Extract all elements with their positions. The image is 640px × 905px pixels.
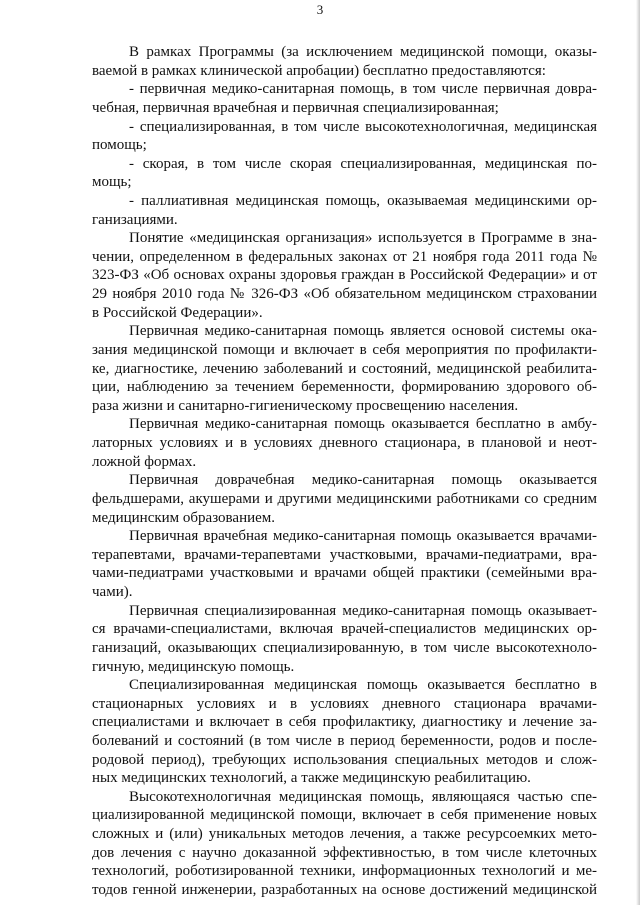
text-line: мощь; xyxy=(92,174,132,191)
text-line: латорных условиях и в условиях дневного стационара, в плановой и неот- xyxy=(92,435,597,451)
text-line: - скорая, в том числе скорая специализированная, медицинская по- xyxy=(129,155,597,172)
text-line: помощь; xyxy=(92,137,147,154)
text-line: Понятие «медицинская организация» используется в Программе в зна- xyxy=(129,230,597,247)
text-line: Первичная медико-санитарная помощь является основой системы ока- xyxy=(129,323,597,340)
text-line: ных медицинских технологий, а также медицинскую реабилитацию. xyxy=(92,770,531,787)
text-line: ся врачами-специалистами, включая врачей-специалистов медицинских ор- xyxy=(92,621,597,638)
text-line: В рамках Программы (за исключением медицинской помощи, оказы- xyxy=(129,44,597,60)
text-line: чами-педиатрами участковыми и врачами общей практики (семейными вра- xyxy=(92,565,597,582)
text-line: ганизаций, оказывающих специализированную, в том числе высокотехноло- xyxy=(92,639,597,656)
page-number: 3 xyxy=(316,2,324,17)
text-line: стационарных условиях и в условиях дневного стационара врачами- xyxy=(92,695,597,712)
text-line: ке, диагностике, лечению заболеваний и состояний, медицинской реабилита- xyxy=(92,360,597,377)
text-line: медицинским образованием. xyxy=(92,509,276,526)
text-line: - паллиативная медицинская помощь, оказываемая медицинскими ор- xyxy=(129,193,597,209)
text-line: 323-ФЗ «Об основах охраны здоровья граждан в Российской Федерации» и от xyxy=(92,267,597,284)
text-line: ганизациями. xyxy=(92,211,178,228)
text-line: родовой период), требующих использования специальных методов и слож- xyxy=(92,751,597,768)
text-line: ваемой в рамках клинической апробации) бесплатно предоставляются: xyxy=(92,62,546,79)
text-line: болеваний и состояний (в том числе в период беременности, родов и после- xyxy=(92,732,597,749)
scan-edge-shadow xyxy=(636,0,640,905)
text-line: чами). xyxy=(92,584,133,600)
text-line: раза жизни и санитарно-гигиеническому просвещению населения. xyxy=(92,397,519,414)
text-line: Первичная специализированная медико-санитарная помощь оказывает- xyxy=(129,602,597,619)
text-line: - специализированная, в том числе высокотехнологичная, медицинская xyxy=(129,118,597,135)
text-line: Высокотехнологичная медицинская помощь, являющаяся частью спе- xyxy=(129,788,597,805)
text-line: терапевтами, врачами-терапевтами участковыми, врачами-педиатрами, вра- xyxy=(92,546,597,563)
text-line: тодов генной инженерии, разработанных на основе достижений медицинской xyxy=(92,881,597,898)
text-line: ции, наблюдению за течением беременности, формированию здорового об- xyxy=(92,379,597,396)
text-line: 29 ноября 2010 года № 326-ФЗ «Об обязательном медицинском страховании xyxy=(92,286,597,303)
text-line: фельдшерами, акушерами и другими медицинскими работниками со средним xyxy=(92,490,597,507)
text-line: циализированной медицинской помощи, включает в себя применение новых xyxy=(92,807,597,824)
text-line: Первичная доврачебная медико-санитарная помощь оказывается xyxy=(129,472,597,489)
text-line: сложных и (или) уникальных методов лечения, а также ресурсоемких мето- xyxy=(92,826,597,842)
text-line: ложной формах. xyxy=(92,453,197,470)
text-line: специалистами и включает в себя профилактику, диагностику и лечение за- xyxy=(92,714,597,731)
text-line: - первичная медико-санитарная помощь, в том числе первичная довра- xyxy=(129,81,597,98)
text-line: гичную, медицинскую помощь. xyxy=(92,658,295,675)
text-line: дов лечения с научно доказанной эффективностью, в том числе клеточных xyxy=(92,844,597,861)
text-line: Первичная медико-санитарная помощь оказывается бесплатно в амбу- xyxy=(129,416,597,433)
text-line: зания медицинской помощи и включает в себя мероприятия по профилакти- xyxy=(92,341,597,358)
text-line: в Российской Федерации». xyxy=(92,304,263,321)
text-line: Первичная врачебная медико-санитарная помощь оказывается врачами- xyxy=(129,528,597,545)
text-line: чении, определенном в федеральных законах от 21 ноября года 2011 года № xyxy=(92,248,597,265)
text-line: чебная, первичная врачебная и первичная специализированная; xyxy=(92,99,499,116)
text-line: технологий, роботизированной техники, информационных технологий и ме- xyxy=(92,863,597,880)
text-line: Специализированная медицинская помощь оказывается бесплатно в xyxy=(129,677,597,694)
